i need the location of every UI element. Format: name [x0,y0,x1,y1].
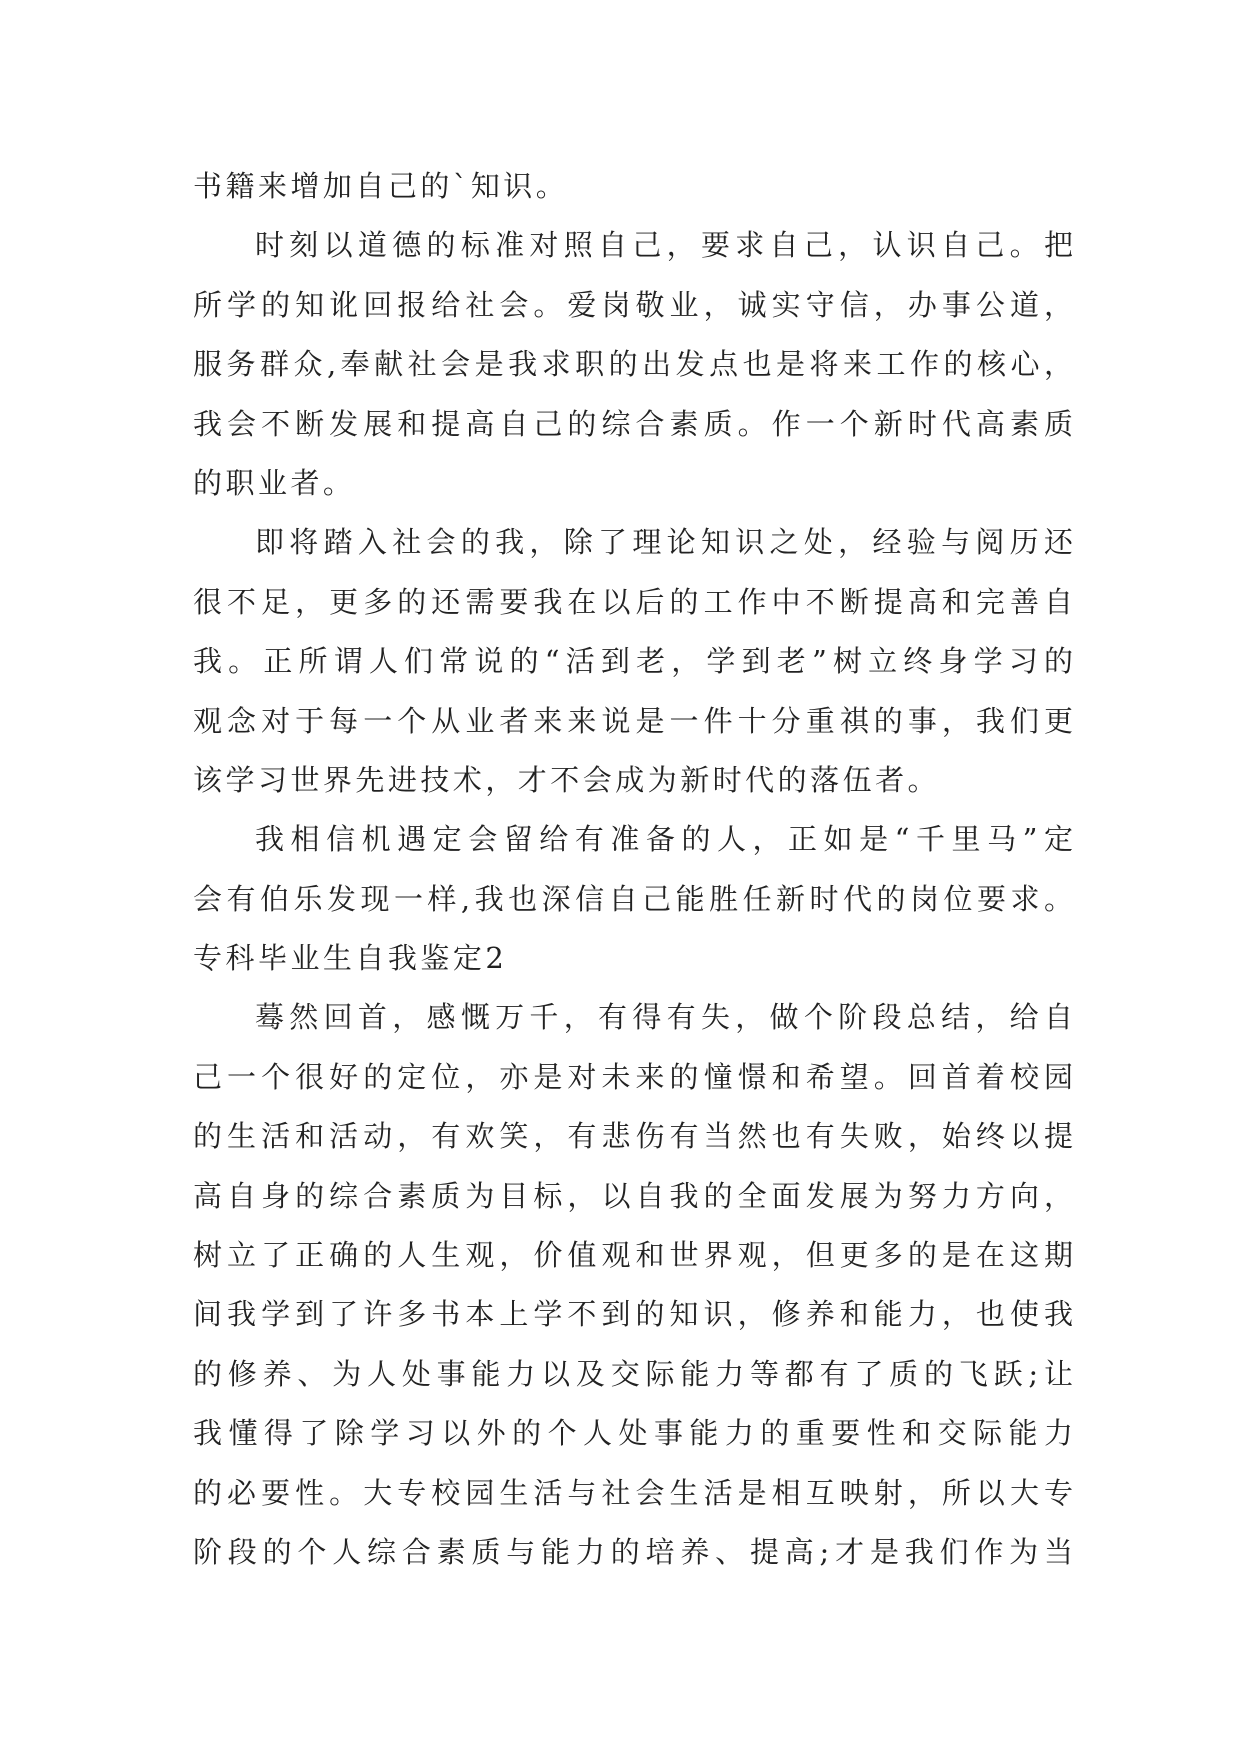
text-line: 该学习世界先进技术，才不会成为新时代的落伍者。 [193,762,941,797]
text-line: 会有伯乐发现一样,我也深信自己能胜任新时代的岗位要求。 [193,881,1073,916]
text-line: 阶段的个人综合素质与能力的培养、提高;才是我们作为当 [193,1534,1073,1569]
text-line: 的职业者。 [193,465,356,500]
text-line: 的必要性。大专校园生活与社会生活是相互映射，所以大专 [193,1475,1073,1510]
text-line: 蓦然回首，感慨万千，有得有失，做个阶段总结，给自 [255,1000,1073,1035]
text-line: 我会不断发展和提高自己的综合素质。作一个新时代高素质 [193,406,1073,441]
text-line: 高自身的综合素质为目标，以自我的全面发展为努力方向， [193,1178,1073,1213]
text-line: 我懂得了除学习以外的个人处事能力的重要性和交际能力 [193,1416,1073,1451]
text-line: 书籍来增加自己的`知识。 [193,169,569,203]
text-line: 间我学到了许多书本上学不到的知识，修养和能力，也使我 [193,1297,1073,1332]
text-line: 观念对于每一个从业者来来说是一件十分重祺的事，我们更 [193,703,1073,738]
text-line: 即将踏入社会的我，除了理论知识之处，经验与阅历还 [255,525,1073,560]
text-line: 所学的知讹回报给社会。爱岗敬业，诚实守信，办事公道， [193,287,1073,322]
text-line: 我。正所谓人们常说的“活到老，学到老”树立终身学习的 [193,644,1073,679]
text-line: 时刻以道德的标准对照自己，要求自己，认识自己。把 [255,228,1073,263]
text-line: 的修养、为人处事能力以及交际能力等都有了质的飞跃;让 [193,1356,1073,1391]
text-line: 服务群众,奉献社会是我求职的出发点也是将来工作的核心， [193,347,1073,382]
text-line: 我相信机遇定会留给有准备的人，正如是“千里马”定 [255,822,1073,857]
text-line: 很不足，更多的还需要我在以后的工作中不断提高和完善自 [193,584,1073,619]
text-line: 己一个很好的定位，亦是对未来的憧憬和希望。回首着校园 [193,1059,1073,1094]
text-line: 的生活和活动，有欢笑，有悲伤有当然也有失败，始终以提 [193,1119,1073,1154]
text-line: 树立了正确的人生观，价值观和世界观，但更多的是在这期 [193,1238,1073,1273]
text-line: 专科毕业生自我鉴定2 [193,941,508,976]
document-body [193,157,1073,1582]
